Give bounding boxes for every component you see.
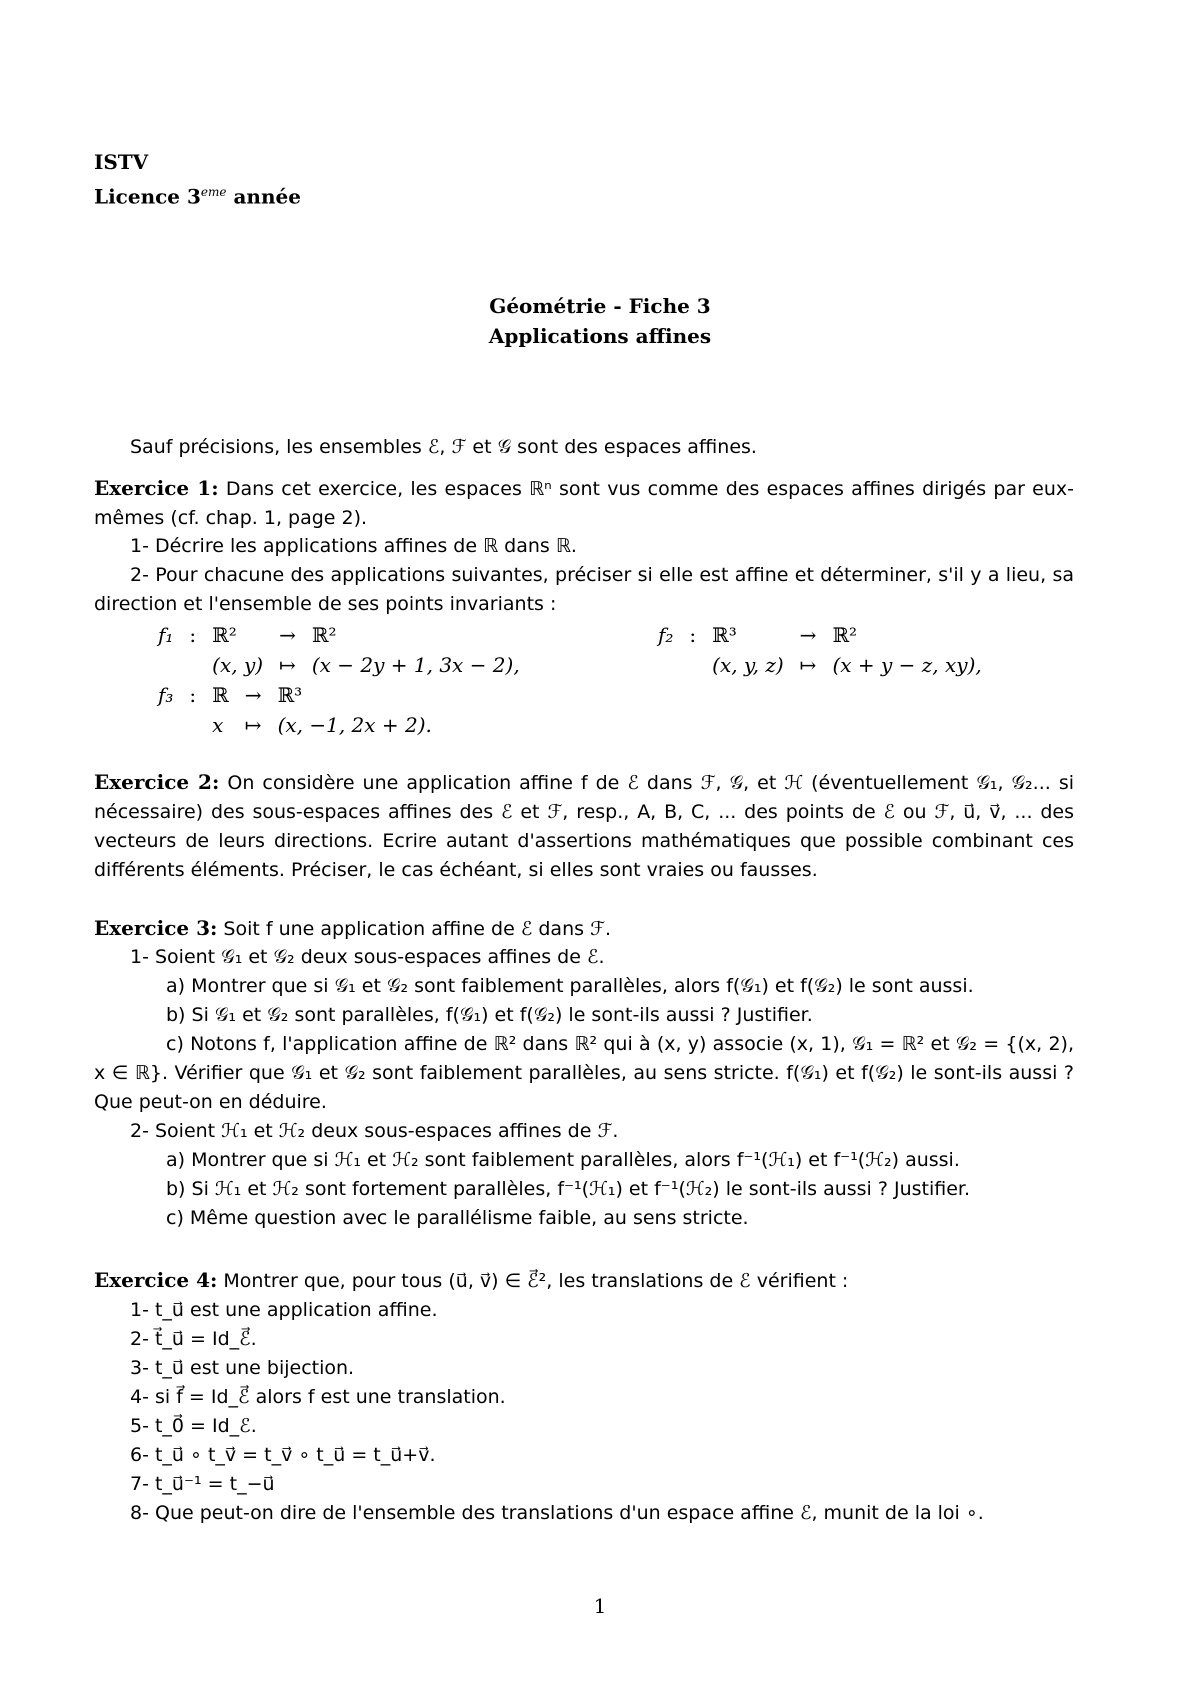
f3-name: f₃ [158,683,174,707]
exercise-3-part-1: 1- Soient 𝒢₁ et 𝒢₂ deux sous-espaces affines de ℰ. [130,946,605,968]
course-level-sup: eme [200,185,227,199]
f2-name: f₂ [658,623,674,647]
f1-domain: ℝ² [212,623,237,647]
f1-arrow: → [279,623,296,647]
course-level-suffix: année [226,184,301,209]
exercise-4-statement [94,1266,1074,1296]
exercise-1-label: Exercice 1: [94,476,219,500]
exercise-1-question-2: 2- Pour chacune des applications suivantes, préciser si elle est affine et déterminer, s'il y a lieu, sa direction et l'ensemble de ses points invariants : [94,564,1074,615]
exercise-3-statement [94,914,1074,944]
f1-name: f₁ [158,623,174,647]
school-name: ISTV [94,150,149,174]
map-f2 [650,620,990,680]
exercise-1-question-1: 1- Décrire les applications affines de ℝ dans ℝ. [130,535,577,557]
intro-text: Sauf précisions, les ensembles ℰ, ℱ et 𝒢 sont des espaces affines. [130,436,757,458]
course-level-prefix: Licence 3 [94,184,201,209]
exercise-3-part-2: 2- Soient ℋ₁ et ℋ₂ deux sous-espaces affines de ℱ. [130,1120,619,1142]
exercise-4-text: Montrer que, pour tous (u⃗, v⃗) ∈ ℰ⃗², les translations de ℰ vérifient : [217,1270,849,1292]
f2-codomain: ℝ² [832,623,858,647]
exercise-4-item: 5- t_0⃗ = Id_ℰ. [130,1415,257,1437]
exercise-4-label: Exercice 4: [94,1268,218,1292]
exercise-3-text: Soit f une application affine de ℰ dans ℱ. [217,918,612,940]
exercise-4-item: 7- t_u⃗⁻¹ = t_−u⃗ [130,1473,275,1495]
f1-codomain: ℝ² [311,623,337,647]
sheet-subtitle: Applications affines [488,324,712,348]
exercise-2-statement [94,768,1074,885]
f1-mapsto: ↦ [279,653,296,677]
map-f1 [150,620,528,680]
f3-arrow: → [244,683,262,707]
exercise-2-text: On considère une application affine f de ℰ dans ℱ, 𝒢, et ℋ (éventuellement 𝒢₁, 𝒢₂... si nécessaire) des sous-espaces affines des ℰ et ℱ, resp., A, B, C, ... des points de ℰ ou ℱ, u⃗, v⃗, ... des vecteurs de leurs directions. Ecrire autant d'assertions mathématiques que possible combinant ces différents éléments. Préciser, le cas échéant, si elles sont vraies ou fausses. [94,772,1074,881]
exercise-4-item: 4- si f⃗ = Id_ℰ⃗ alors f est une translation. [130,1386,506,1408]
f2-variable: (x, y, z) [712,653,784,677]
f1-image: (x − 2y + 1, 3x − 2), [311,653,520,677]
page-number: 1 [593,1594,607,1618]
exercise-4-item: 1- t_u⃗ est une application affine. [130,1299,438,1321]
exercise-3-part-2b: b) Si ℋ₁ et ℋ₂ sont fortement parallèles, f⁻¹(ℋ₁) et f⁻¹(ℋ₂) le sont-ils aussi ? Justifier. [166,1178,971,1200]
f2-arrow: → [799,623,817,647]
exercise-1-statement [94,474,1074,533]
f2-mapsto: ↦ [799,653,817,677]
f3-colon: : [189,683,197,707]
exercise-2-label: Exercice 2: [94,770,220,794]
map-f3 [150,680,440,740]
exercise-3-part-1c: c) Notons f, l'application affine de ℝ² dans ℝ² qui à (x, y) associe (x, 1), 𝒢₁ = ℝ² et 𝒢₂ = {(x, 2), x ∈ ℝ}. Vérifier que 𝒢₁ et 𝒢₂ sont faiblement parallèles, au sens stricte. f(𝒢₁) et f(𝒢₂) le sont-ils aussi ? Que peut-on en déduire. [94,1033,1074,1113]
exercise-1-text: Dans cet exercice, les espaces ℝⁿ sont vus comme des espaces affines dirigés par eux-mêmes (cf. chap. 1, page 2). [94,478,1074,529]
exercise-4-item: 2- t⃗_u⃗ = Id_ℰ⃗. [130,1328,257,1350]
sheet-title: Géométrie - Fiche 3 [489,294,711,318]
f3-domain: ℝ [212,683,229,707]
f1-variable: (x, y) [212,653,264,677]
f3-variable: x [212,713,224,737]
f1-colon: : [189,623,197,647]
f2-image: (x + y − z, xy), [832,653,982,677]
f2-domain: ℝ³ [712,623,737,647]
f3-mapsto: ↦ [244,713,262,737]
exercise-3-part-1b: b) Si 𝒢₁ et 𝒢₂ sont parallèles, f(𝒢₁) et f(𝒢₂) le sont-ils aussi ? Justifier. [166,1004,813,1026]
f2-colon: : [689,623,697,647]
exercise-3-label: Exercice 3: [94,916,218,940]
exercise-4-item: 3- t_u⃗ est une bijection. [130,1357,355,1379]
f3-codomain: ℝ³ [277,683,303,707]
f3-image: (x, −1, 2x + 2). [277,713,432,737]
exercise-3-part-2c: c) Même question avec le parallélisme faible, au sens stricte. [166,1207,749,1229]
exercise-3-part-2a: a) Montrer que si ℋ₁ et ℋ₂ sont faiblement parallèles, alors f⁻¹(ℋ₁) et f⁻¹(ℋ₂) aussi. [166,1149,960,1171]
exercise-4-item: 8- Que peut-on dire de l'ensemble des translations d'un espace affine ℰ, munit de la loi ∘. [130,1502,984,1524]
course-level [94,178,301,211]
exercise-4-item: 6- t_u⃗ ∘ t_v⃗ = t_v⃗ ∘ t_u⃗ = t_u⃗+v⃗. [130,1444,436,1466]
exercise-3-part-1a: a) Montrer que si 𝒢₁ et 𝒢₂ sont faiblement parallèles, alors f(𝒢₁) et f(𝒢₂) le sont aussi. [166,975,974,997]
